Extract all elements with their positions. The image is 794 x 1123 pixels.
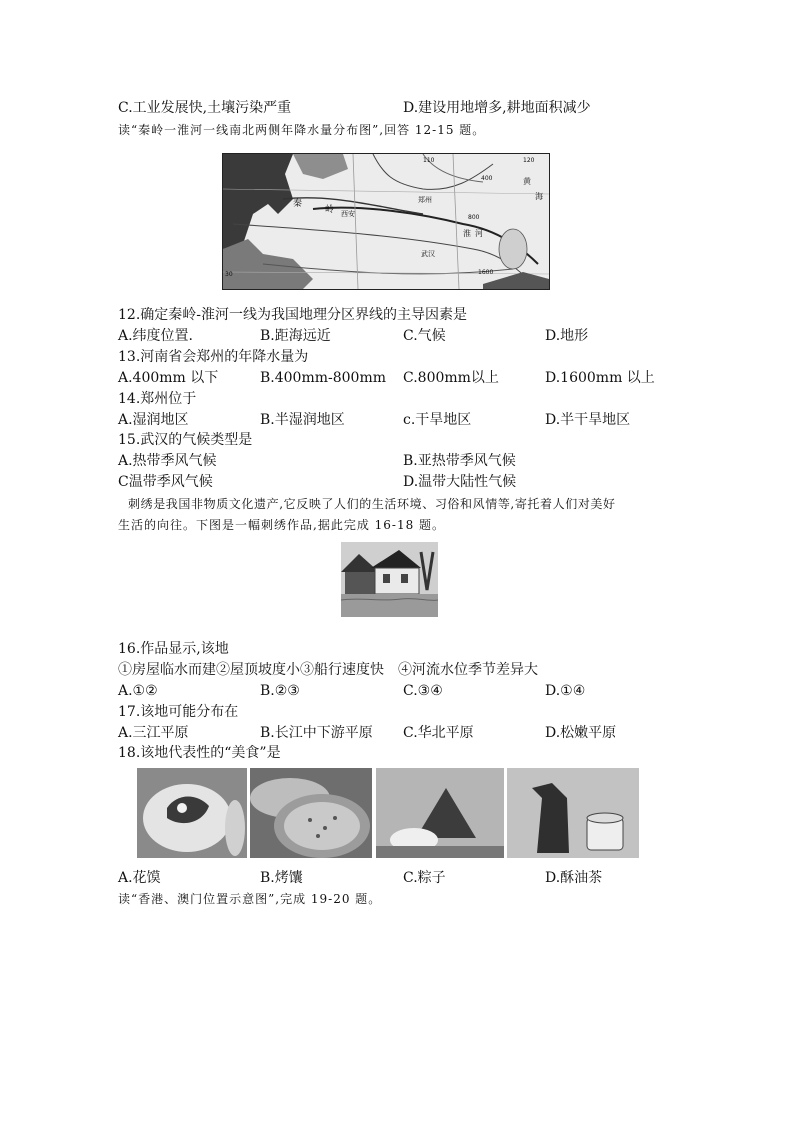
q16-items: ①房屋临水而建②屋顶坡度小③船行速度快 ④河流水位季节差异大 xyxy=(118,662,538,678)
intro-12-15: 读“秦岭一淮河一线南北两侧年降水量分布图”,回答 12-15 题。 xyxy=(118,123,486,137)
map-label-zhengzhou: 郑州 xyxy=(418,196,432,204)
q17-option-d[interactable]: D.松嫩平原 xyxy=(545,725,617,741)
option-c-prev: C.工业发展快,土壤污染严重 xyxy=(118,100,292,116)
map-label-huai: 淮 xyxy=(463,229,471,238)
q16-option-c[interactable]: C.③④ xyxy=(403,683,443,699)
q18-stem: 18.该地代表性的“美食”是 xyxy=(118,745,281,761)
q13-option-a[interactable]: A.400mm 以下 xyxy=(118,370,219,386)
q15-stem: 15.武汉的气候类型是 xyxy=(118,432,253,448)
q18-option-a[interactable]: A.花馍 xyxy=(118,870,161,886)
q18-option-d[interactable]: D.酥油茶 xyxy=(545,870,603,886)
map-label-wuhan: 武汉 xyxy=(421,250,435,258)
intro-16-18-line1: 刺绣是我国非物质文化遗产,它反映了人们的生活环境、习俗和风情等,寄托着人们对美好 xyxy=(128,497,616,511)
q13-option-b[interactable]: B.400mm-800mm xyxy=(260,370,387,386)
q17-stem: 17.该地可能分布在 xyxy=(118,704,239,720)
option-d-prev: D.建设用地增多,耕地面积减少 xyxy=(403,100,591,116)
map-label-huang: 黄 xyxy=(523,177,531,186)
q15-option-c[interactable]: C温带季风气候 xyxy=(118,474,213,490)
precipitation-map xyxy=(222,153,550,290)
q14-option-c[interactable]: c.干旱地区 xyxy=(403,412,472,428)
map-label-ling: 岭 xyxy=(325,205,335,215)
food-photo-zongzi xyxy=(376,768,504,858)
q15-option-a[interactable]: A.热带季风气候 xyxy=(118,453,217,469)
q13-stem: 13.河南省会郑州的年降水量为 xyxy=(118,349,309,365)
food-photo-butter-tea xyxy=(507,768,639,858)
map-label-he: 河 xyxy=(475,229,483,238)
map-label-400: 400 xyxy=(481,175,493,182)
q13-option-d[interactable]: D.1600mm 以上 xyxy=(545,370,655,386)
map-label-800: 800 xyxy=(468,214,480,221)
map-label-30: 30 xyxy=(225,271,233,278)
q14-option-d[interactable]: D.半干旱地区 xyxy=(545,412,631,428)
q12-stem: 12.确定秦岭-淮河一线为我国地理分区界线的主导因素是 xyxy=(118,307,467,323)
map-svg xyxy=(223,154,549,289)
q13-option-c[interactable]: C.800mm以上 xyxy=(403,370,499,386)
food-photo-naan xyxy=(250,768,372,858)
map-label-qin: 秦 xyxy=(293,199,303,209)
q14-option-b[interactable]: B.半湿润地区 xyxy=(260,412,345,428)
q16-option-b[interactable]: B.②③ xyxy=(260,683,300,699)
food-photo-huamo xyxy=(137,768,247,858)
q17-option-b[interactable]: B.长江中下游平原 xyxy=(260,725,373,741)
map-label-1600: 1600 xyxy=(478,269,494,276)
q16-option-d[interactable]: D.①④ xyxy=(545,683,586,699)
q18-option-c[interactable]: C.粽子 xyxy=(403,870,446,886)
q12-option-c[interactable]: C.气候 xyxy=(403,328,446,344)
q17-option-a[interactable]: A.三江平原 xyxy=(118,725,189,741)
q14-option-a[interactable]: A.湿润地区 xyxy=(118,412,189,428)
q12-option-b[interactable]: B.距海远近 xyxy=(260,328,331,344)
q16-stem: 16.作品显示,该地 xyxy=(118,641,229,657)
q12-option-a[interactable]: A.纬度位置. xyxy=(118,328,194,344)
q17-option-c[interactable]: C.华北平原 xyxy=(403,725,474,741)
map-label-hai: 海 xyxy=(535,192,543,201)
map-label-120: 120 xyxy=(523,157,535,164)
intro-16-18-line2: 生活的向往。下图是一幅刺绣作品,据此完成 16-18 题。 xyxy=(118,518,446,532)
q12-option-d[interactable]: D.地形 xyxy=(545,328,589,344)
q15-option-d[interactable]: D.温带大陆性气候 xyxy=(403,474,517,490)
map-label-xian: 西安 xyxy=(341,210,355,218)
q16-option-a[interactable]: A.①② xyxy=(118,683,158,699)
map-label-110: 110 xyxy=(423,157,435,164)
intro-19-20: 读“香港、澳门位置示意图”,完成 19-20 题。 xyxy=(118,892,382,906)
embroidery-photo xyxy=(341,542,438,617)
q14-stem: 14.郑州位于 xyxy=(118,391,197,407)
q18-option-b[interactable]: B.烤馕 xyxy=(260,870,303,886)
q15-option-b[interactable]: B.亚热带季风气候 xyxy=(403,453,516,469)
